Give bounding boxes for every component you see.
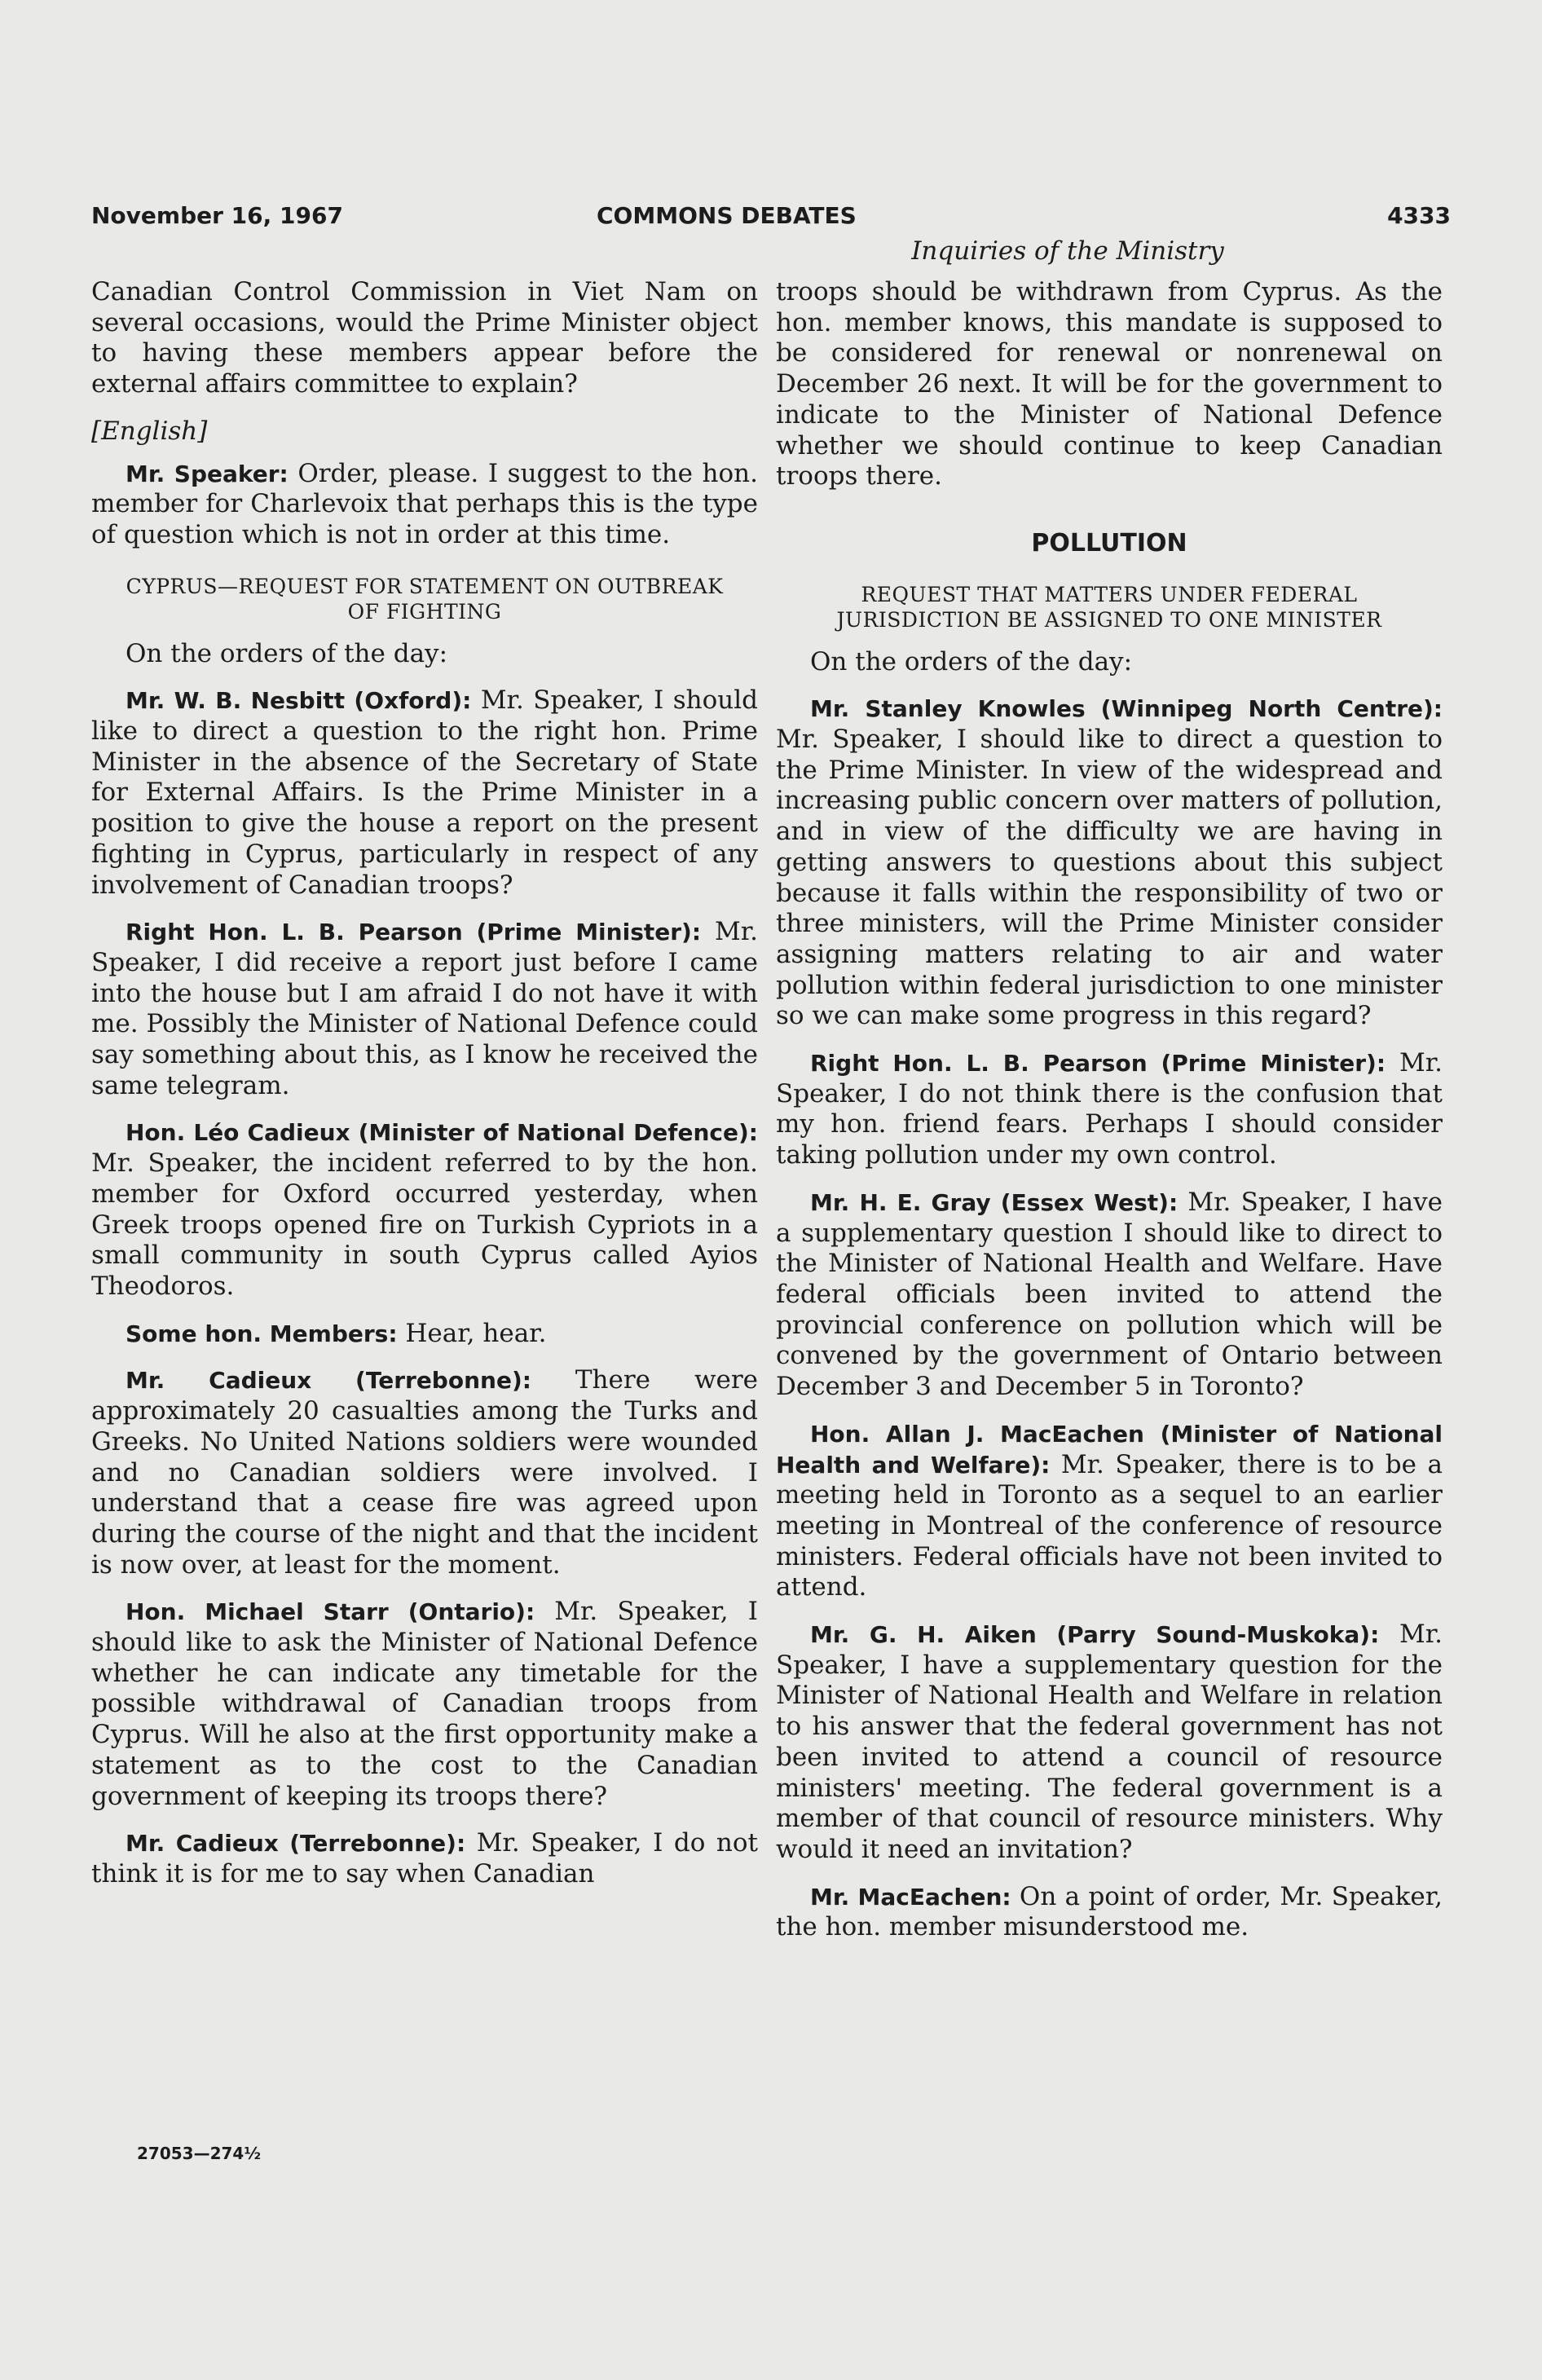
speaker-name: Right Hon. L. B. Pearson (Prime Minister): <box>126 919 702 946</box>
paragraph <box>91 1828 758 1889</box>
speech-text: Order, please. I suggest to the hon. member for Charlevoix that perhaps this is the type of question which is not in order at this time. <box>91 458 758 549</box>
paragraph <box>91 685 758 901</box>
speaker-name: Right Hon. L. B. Pearson (Prime Minister): <box>810 1050 1386 1078</box>
speaker-name: Some hon. Members: <box>126 1320 398 1347</box>
paragraph <box>91 1319 758 1350</box>
language-marker: [English] <box>91 416 208 446</box>
speaker-name: Hon. Michael Starr (Ontario): <box>126 1598 535 1626</box>
speaker-name: Hon. Léo Cadieux (Minister of National Defence): <box>126 1119 758 1147</box>
left-column <box>91 277 758 1906</box>
speaker-name: Hon. Allan J. MacEachen (Minister of National Health and Welfare): <box>776 1420 1443 1479</box>
paragraph <box>91 1117 758 1302</box>
speech-text: Mr. Speaker, I should like to direct a question to the Prime Minister. In view of the widespread and increasing public concern over matters of pollution, and in view of the difficulty we are having in getting answers to questions about this subject because it falls within the responsibility of two or three ministers, will the Prime Minister consider assigning matters relating to air and water pollution within federal jurisdiction to one minister so we can make some progress in this regard? <box>776 725 1443 1031</box>
speech-text: There were approximately 20 casualties among the Turks and Greeks. No United Nations soldiers were wounded and no Canadian soldiers were involved. I understand that a cease fire was agreed upon during the course of the night and that the incident is now over, at least for the moment. <box>91 1365 758 1580</box>
speaker-name: Mr. MacEachen: <box>810 1883 1011 1911</box>
orders-of-day: On the orders of the day: <box>126 638 448 668</box>
header-title: COMMONS DEBATES <box>597 202 857 229</box>
speech-text: On a point of order, Mr. Speaker, the hon. member misunderstood me. <box>776 1881 1443 1942</box>
paragraph <box>776 694 1443 1032</box>
page-header <box>91 202 1451 238</box>
speech-text: Mr. Speaker, I did receive a report just before I came into the house but I am afraid I do not have it with me. Possibly the Minister of National Defence could say something about this, as I know he received the same telegram. <box>91 917 759 1100</box>
speaker-name: Mr. Stanley Knowles (Winnipeg North Centre): <box>810 695 1443 723</box>
paragraph <box>776 1048 1443 1171</box>
speech-text: Mr. Speaker, I have a supplementary question I should like to direct to the Minister of National Health and Welfare. Have federal officials been invited to attend the provincial conference on pollution which will be convened by the government of Ontario between December 3 and December 5 in Toronto? <box>776 1187 1443 1402</box>
page-number: 4333 <box>1387 202 1451 229</box>
section-heading: REQUEST THAT MATTERS UNDER FEDERAL JURISDICTION BE ASSIGNED TO ONE MINISTER <box>836 582 1382 632</box>
section-heading: CYPRUS—REQUEST FOR STATEMENT ON OUTBREAK OF FIGHTING <box>126 574 724 624</box>
major-heading: POLLUTION <box>1031 528 1187 558</box>
speaker-name: Mr. Speaker: <box>126 460 289 487</box>
speaker-name: Mr. W. B. Nesbitt (Oxford): <box>126 687 472 715</box>
orders-of-day: On the orders of the day: <box>810 646 1133 677</box>
print-code: 27053—274½ <box>137 2144 262 2163</box>
speaker-name: Mr. Cadieux (Terrebonne): <box>126 1830 466 1858</box>
paragraph <box>91 1365 758 1580</box>
right-column <box>776 277 1443 1959</box>
speech-text: Mr. Speaker, the incident referred to by the hon. member for Oxford occurred yesterday, when Greek troops opened fire on Turkish Cypriots in a small community in south Cyprus called Ayios Theodoros. <box>91 1148 758 1301</box>
speech-text: Hear, hear. <box>397 1318 547 1348</box>
paragraph <box>91 459 758 551</box>
speech-text: Mr. Speaker, I should like to ask the Minister of National Defence whether he can indicate any timetable for the possible withdrawal of Canadian troops from Cyprus. Will he also at the first opportunity make a statement as to the cost to the Canadian government of keeping its troops there? <box>91 1597 758 1811</box>
speech-text: Mr. Speaker, I do not think it is for me to say when Canadian <box>91 1828 758 1889</box>
paragraph: Canadian Control Commission in Viet Nam on several occasions, would the Prime Minister object to having these members appear before the external affairs committee to explain? <box>91 277 758 399</box>
paragraph <box>776 1620 1443 1866</box>
speech-text: Mr. Speaker, I should like to direct a question to the right hon. Prime Minister in the absence of the Secretary of State for External Affairs. Is the Prime Minister in a position to give the house a report on the present fighting in Cyprus, particularly in respect of any involvement of Canadian troops? <box>91 685 758 900</box>
paragraph: troops should be withdrawn from Cyprus. As the hon. member knows, this mandate is supposed to be considered for renewal or nonrenewal on December 26 next. It will be for the government to indicate to the Minister of National Defence whether we should continue to keep Canadian troops there. <box>776 277 1443 491</box>
paragraph <box>776 1188 1443 1403</box>
header-date: November 16, 1967 <box>91 202 343 229</box>
speaker-name: Mr. G. H. Aiken (Parry Sound-Muskoka): <box>810 1621 1380 1649</box>
speaker-name: Mr. Cadieux (Terrebonne): <box>126 1367 531 1395</box>
speech-text: Mr. Speaker, there is to be a meeting held in Toronto as a sequel to an earlier meeting in Montreal of the conference of resource ministers. Federal officials have not been invited to attend. <box>776 1449 1443 1602</box>
paragraph <box>776 1419 1443 1603</box>
paragraph <box>91 917 758 1101</box>
paragraph <box>91 1597 758 1812</box>
paragraph <box>776 1882 1443 1943</box>
speech-text: Mr. Speaker, I do not think there is the confusion that my hon. friend fears. Perhaps I should consider taking pollution under my own control. <box>776 1048 1443 1170</box>
section-title: Inquiries of the Ministry <box>911 236 1224 266</box>
speech-text: Mr. Speaker, I have a supplementary question for the Minister of National Health and Welfare in relation to his answer that the federal government has not been invited to attend a council of resource ministers' meeting. The federal government is a member of that council of resource ministers. Why would it need an invitation? <box>776 1620 1443 1864</box>
speaker-name: Mr. H. E. Gray (Essex West): <box>810 1188 1179 1216</box>
